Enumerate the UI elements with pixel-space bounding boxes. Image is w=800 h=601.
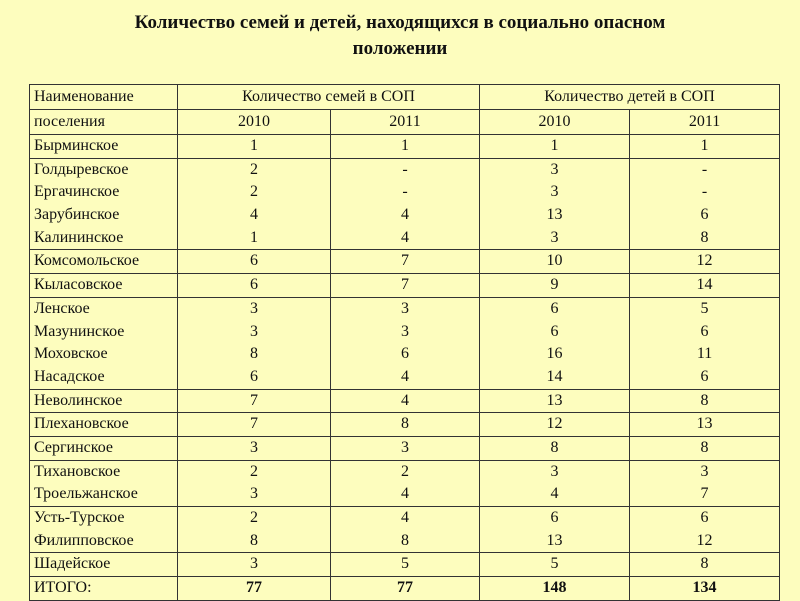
- value-children-2011: -: [701, 183, 708, 201]
- title-line-2: положении: [352, 38, 448, 59]
- settlement-name-cell: [30, 507, 178, 553]
- total-row: [30, 577, 780, 601]
- value-families-2010: 2: [250, 462, 258, 480]
- settlement-name-cell: [30, 250, 178, 274]
- settlement-name: Тихановское: [34, 462, 121, 480]
- value-children-2010: 13: [546, 531, 563, 549]
- value-children-2011: 5: [700, 299, 709, 317]
- header-name-bottom: поселения: [30, 110, 178, 135]
- value-cell-children-2010: [480, 158, 630, 250]
- value-children-2011: 3: [700, 462, 709, 480]
- value-families-2010: 3: [250, 322, 258, 340]
- value-families-2010: 8: [250, 345, 258, 363]
- value-children-2011: 8: [700, 228, 709, 246]
- value-cell-children-2010: [480, 553, 630, 577]
- settlement-name: Ленское: [34, 299, 90, 317]
- value-children-2011: 6: [700, 367, 709, 385]
- value-children-2011: 12: [696, 252, 713, 270]
- value-children-2010: 6: [550, 322, 559, 340]
- value-families-2010: 3: [250, 485, 258, 503]
- value-cell-families-2010: [178, 507, 331, 553]
- settlement-name-cell: [30, 413, 178, 437]
- value-families-2011: 5: [401, 555, 409, 573]
- settlement-name: Шадейское: [34, 555, 111, 573]
- value-cell-families-2011: [331, 158, 480, 250]
- value-children-2010: 3: [550, 183, 559, 201]
- value-children-2010: 6: [550, 509, 559, 526]
- value-children-2011: 8: [700, 438, 709, 456]
- value-families-2011: 1: [401, 137, 409, 154]
- value-children-2011: 8: [700, 555, 709, 573]
- value-cell-families-2010: [178, 436, 331, 460]
- header-row-groups: [30, 85, 780, 110]
- settlement-name: Зарубинское: [34, 206, 120, 224]
- value-families-2010: 1: [250, 137, 258, 154]
- settlement-name: Моховское: [34, 345, 108, 363]
- value-families-2010: 2: [250, 160, 258, 178]
- value-cell-children-2010: [480, 297, 630, 389]
- settlement-name: Сергинское: [34, 438, 114, 456]
- value-children-2011: 14: [696, 276, 713, 294]
- value-families-2010: 6: [250, 252, 258, 270]
- value-cell-children-2011: [630, 389, 780, 413]
- value-families-2011: 4: [401, 485, 409, 503]
- value-children-2010: 3: [550, 228, 559, 246]
- table-row: [30, 507, 780, 553]
- settlement-name: Калининское: [34, 228, 124, 246]
- value-families-2010: 3: [250, 555, 258, 573]
- statistics-table: [29, 84, 780, 601]
- value-cell-families-2010: [178, 553, 331, 577]
- value-families-2011: 4: [401, 206, 409, 224]
- value-children-2010: 9: [550, 276, 559, 294]
- settlement-name: Насадское: [34, 367, 105, 385]
- total-families-2010: [178, 577, 331, 601]
- value-cell-families-2010: [178, 274, 331, 298]
- settlement-name-cell: [30, 274, 178, 298]
- value-cell-children-2010: [480, 507, 630, 553]
- total-value: 77: [246, 579, 262, 597]
- value-cell-families-2010: [178, 389, 331, 413]
- settlement-name-cell: [30, 135, 178, 159]
- page-title: [0, 10, 800, 62]
- value-cell-children-2011: [630, 250, 780, 274]
- settlement-name-cell: [30, 460, 178, 506]
- settlement-name: Троельжанское: [34, 485, 138, 503]
- table-row: [30, 553, 780, 577]
- value-cell-families-2011: [331, 274, 480, 298]
- value-families-2010: 6: [250, 367, 258, 385]
- value-cell-children-2011: [630, 413, 780, 437]
- value-families-2011: 4: [401, 367, 409, 385]
- settlement-name: Плехановское: [34, 415, 129, 433]
- value-families-2010: 4: [250, 206, 258, 224]
- value-cell-families-2010: [178, 158, 331, 250]
- value-cell-children-2011: [630, 553, 780, 577]
- value-cell-families-2011: [331, 436, 480, 460]
- value-cell-families-2011: [331, 553, 480, 577]
- value-children-2010: 16: [546, 345, 563, 363]
- value-cell-families-2011: [331, 135, 480, 159]
- value-children-2011: 12: [696, 531, 713, 549]
- value-children-2010: 14: [546, 367, 563, 385]
- value-families-2010: 2: [250, 183, 258, 201]
- table-row: [30, 389, 780, 413]
- value-children-2010: 6: [550, 299, 559, 317]
- settlement-name-cell: [30, 158, 178, 250]
- value-families-2011: 2: [401, 462, 409, 480]
- value-children-2010: 3: [550, 160, 559, 178]
- value-cell-children-2011: [630, 460, 780, 506]
- value-cell-children-2010: [480, 460, 630, 506]
- value-cell-children-2010: [480, 274, 630, 298]
- table-row: [30, 297, 780, 389]
- header-year-children-2010: 2010: [480, 110, 630, 135]
- value-families-2010: 8: [250, 531, 258, 549]
- value-cell-families-2010: [178, 297, 331, 389]
- value-cell-families-2010: [178, 460, 331, 506]
- header-year-families-2010: 2010: [178, 110, 331, 135]
- header-families-group: Количество семей в СОП: [178, 85, 480, 110]
- value-families-2011: 4: [401, 391, 409, 409]
- value-families-2010: 7: [250, 391, 258, 409]
- value-cell-families-2011: [331, 460, 480, 506]
- value-families-2010: 3: [250, 438, 258, 456]
- value-children-2010: 1: [550, 137, 559, 154]
- value-children-2011: 7: [700, 485, 709, 503]
- table-row: [30, 460, 780, 506]
- header-name-top: Наименование: [30, 85, 178, 110]
- value-children-2011: 1: [700, 137, 709, 154]
- value-children-2010: 4: [550, 485, 559, 503]
- settlement-name: Бырминское: [34, 137, 119, 154]
- total-label-text: ИТОГО:: [34, 579, 92, 597]
- settlement-name: Филипповское: [34, 531, 134, 549]
- value-families-2010: 3: [250, 299, 258, 317]
- settlement-name: Мазунинское: [34, 322, 125, 340]
- value-children-2011: 6: [700, 509, 709, 526]
- value-children-2010: 12: [546, 415, 563, 433]
- total-value: 134: [692, 579, 717, 597]
- settlement-name: Комсомольское: [34, 252, 140, 270]
- value-families-2011: 3: [401, 438, 409, 456]
- value-cell-families-2011: [331, 507, 480, 553]
- value-families-2011: 3: [401, 299, 409, 317]
- value-families-2011: 7: [401, 276, 409, 294]
- settlement-name-cell: [30, 389, 178, 413]
- total-families-2011: [331, 577, 480, 601]
- table-row: [30, 436, 780, 460]
- value-children-2011: 13: [696, 415, 713, 433]
- total-value: 148: [542, 579, 567, 597]
- value-families-2011: 8: [401, 531, 409, 549]
- table-row: [30, 413, 780, 437]
- value-families-2011: 4: [401, 509, 409, 526]
- value-cell-families-2010: [178, 250, 331, 274]
- value-cell-children-2010: [480, 389, 630, 413]
- value-children-2011: 6: [700, 206, 709, 224]
- settlement-name: Ергачинское: [34, 183, 120, 201]
- value-cell-children-2010: [480, 135, 630, 159]
- header-year-children-2011: 2011: [630, 110, 780, 135]
- value-children-2011: -: [701, 160, 708, 178]
- value-children-2011: 8: [700, 391, 709, 409]
- value-families-2011: 4: [401, 228, 409, 246]
- value-families-2011: 6: [401, 345, 409, 363]
- total-children-2011: [630, 577, 780, 601]
- value-cell-children-2011: [630, 297, 780, 389]
- value-cell-children-2010: [480, 413, 630, 437]
- value-cell-children-2010: [480, 250, 630, 274]
- table-row: [30, 135, 780, 159]
- settlement-name: Голдыревское: [34, 160, 129, 178]
- value-children-2010: 10: [546, 252, 563, 270]
- table-row: [30, 158, 780, 250]
- value-families-2011: 8: [401, 415, 409, 433]
- title-line-1: Количество семей и детей, находящихся в социально опасном: [134, 12, 666, 33]
- value-cell-children-2011: [630, 274, 780, 298]
- value-cell-families-2011: [331, 389, 480, 413]
- value-children-2010: 8: [550, 438, 559, 456]
- total-value: 77: [397, 579, 413, 597]
- value-cell-children-2011: [630, 135, 780, 159]
- value-families-2011: -: [402, 183, 408, 201]
- table-body: [30, 135, 780, 601]
- value-families-2011: 3: [401, 322, 409, 340]
- settlement-name-cell: [30, 297, 178, 389]
- value-cell-families-2010: [178, 135, 331, 159]
- settlement-name: Кыласовское: [34, 276, 123, 294]
- value-cell-families-2011: [331, 250, 480, 274]
- value-children-2010: 13: [546, 391, 563, 409]
- value-children-2011: 11: [696, 345, 713, 363]
- settlement-name-cell: [30, 553, 178, 577]
- table-row: [30, 250, 780, 274]
- value-children-2011: 6: [700, 322, 709, 340]
- value-cell-families-2011: [331, 413, 480, 437]
- value-families-2010: 2: [250, 509, 258, 526]
- value-children-2010: 13: [546, 206, 563, 224]
- total-label: [30, 577, 178, 601]
- value-cell-children-2011: [630, 507, 780, 553]
- value-cell-children-2011: [630, 436, 780, 460]
- header-row-years: [30, 110, 780, 135]
- value-cell-children-2010: [480, 436, 630, 460]
- value-cell-families-2011: [331, 297, 480, 389]
- settlement-name-cell: [30, 436, 178, 460]
- header-year-families-2011: 2011: [331, 110, 480, 135]
- value-families-2010: 6: [250, 276, 258, 294]
- value-families-2010: 1: [250, 228, 258, 246]
- table-row: [30, 274, 780, 298]
- header-children-group: Количество детей в СОП: [480, 85, 780, 110]
- value-cell-children-2011: [630, 158, 780, 250]
- value-cell-families-2010: [178, 413, 331, 437]
- value-families-2011: 7: [401, 252, 409, 270]
- total-children-2010: [480, 577, 630, 601]
- value-children-2010: 3: [550, 462, 559, 480]
- value-families-2011: -: [402, 160, 408, 178]
- value-children-2010: 5: [550, 555, 559, 573]
- settlement-name: Усть-Турское: [34, 509, 125, 526]
- value-families-2010: 7: [250, 415, 258, 433]
- settlement-name: Неволинское: [34, 391, 123, 409]
